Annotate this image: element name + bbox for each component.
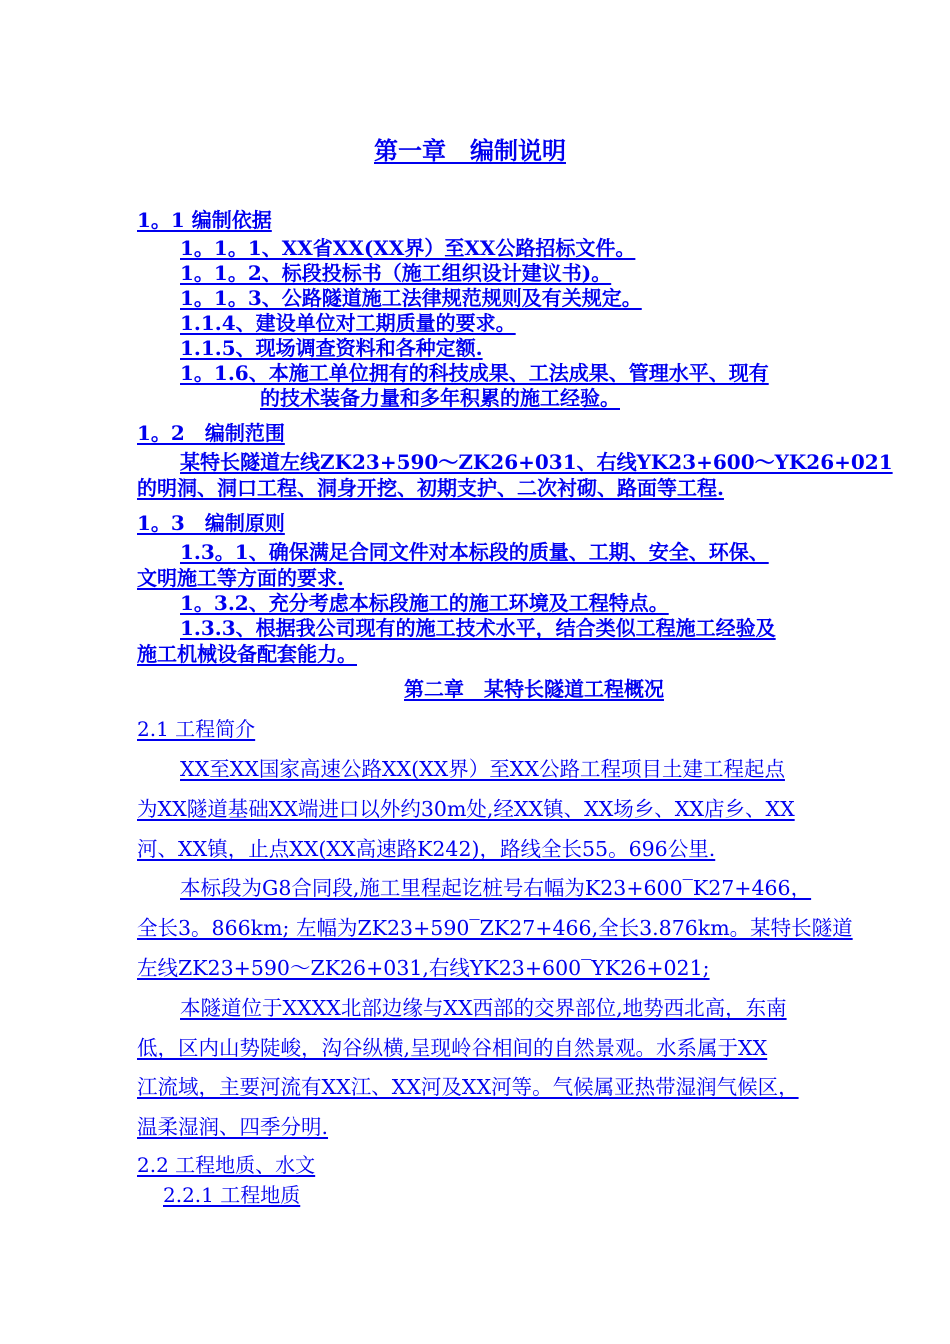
paragraph-line: 为XX隧道基础XX端进口以外约30m处,经XX镇、XX场乡、XX店乡、XX [137, 797, 795, 821]
chapter2-title: 第二章 某特长隧道工程概况 [404, 677, 664, 701]
section-2-1-heading: 2.1 工程简介 [137, 717, 256, 741]
paragraph-line: 1.3。1、确保满足合同文件对本标段的质量、工期、安全、环保、 [180, 540, 769, 564]
list-item: 1。1.6、本施工单位拥有的科技成果、工法成果、管理水平、现有 [180, 361, 769, 385]
section-1-1-heading: 1。1 编制依据 [137, 208, 272, 232]
list-item: 1.1.4、建设单位对工期质量的要求。 [180, 311, 516, 335]
section-1-3-heading: 1。3 编制原则 [137, 511, 285, 535]
paragraph-line: 温柔湿润、四季分明. [137, 1115, 329, 1139]
paragraph-line: 文明施工等方面的要求. [137, 566, 344, 590]
chapter1-title: 第一章 编制说明 [374, 136, 566, 165]
section-2-2-heading: 2.2 工程地质、水文 [137, 1153, 316, 1177]
paragraph-line: 本隧道位于XXXX北部边缘与XX西部的交界部位,地势西北高，东南 [180, 996, 787, 1020]
list-item: 1。1。3、公路隧道施工法律规范规则及有关规定。 [180, 286, 642, 310]
list-item: 的技术装备力量和多年积累的施工经验。 [260, 386, 620, 410]
list-item: 1.1.5、现场调查资料和各种定额. [180, 336, 483, 360]
paragraph-line: 全长3。866km; 左幅为ZK23+590‾ZK27+466,全长3.876km。某特长隧道 [137, 916, 853, 940]
paragraph-line: 某特长隧道左线ZK23+590～ZK26+031、右线YK23+600～YK26+021 [180, 450, 893, 474]
list-item: 1。1。1、XX省XX(XX界）至XX公路招标文件。 [180, 236, 636, 260]
paragraph-line: 的明洞、洞口工程、洞身开挖、初期支护、二次衬砌、路面等工程. [137, 476, 724, 500]
section-1-2-heading: 1。2 编制范围 [137, 421, 285, 445]
paragraph-line: XX至XX国家高速公路XX(XX界）至XX公路工程项目土建工程起点 [180, 757, 785, 781]
paragraph-line: 1。3.2、充分考虑本标段施工的施工环境及工程特点。 [180, 591, 669, 615]
paragraph-line: 左线ZK23+590～ZK26+031,右线YK23+600‾YK26+021; [137, 956, 710, 980]
paragraph-line: 低，区内山势陡峻，沟谷纵横,呈现岭谷相间的自然景观。水系属于XX [137, 1036, 768, 1060]
paragraph-line: 本标段为G8合同段,施工里程起讫桩号右幅为K23+600‾K27+466， [180, 876, 812, 900]
section-2-2-1-heading: 2.2.1 工程地质 [163, 1183, 301, 1207]
paragraph-line: 河、XX镇，止点XX(XX高速路K242)，路线全长55。696公里. [137, 837, 716, 861]
list-item: 1。1。2、标段投标书（施工组织设计建议书)。 [180, 261, 612, 285]
paragraph-line: 1.3.3、根据我公司现有的施工技术水平，结合类似工程施工经验及 [180, 616, 776, 640]
paragraph-line: 江流域，主要河流有XX江、XX河及XX河等。气候属亚热带湿润气候区， [137, 1075, 799, 1099]
paragraph-line: 施工机械设备配套能力。 [137, 642, 357, 666]
